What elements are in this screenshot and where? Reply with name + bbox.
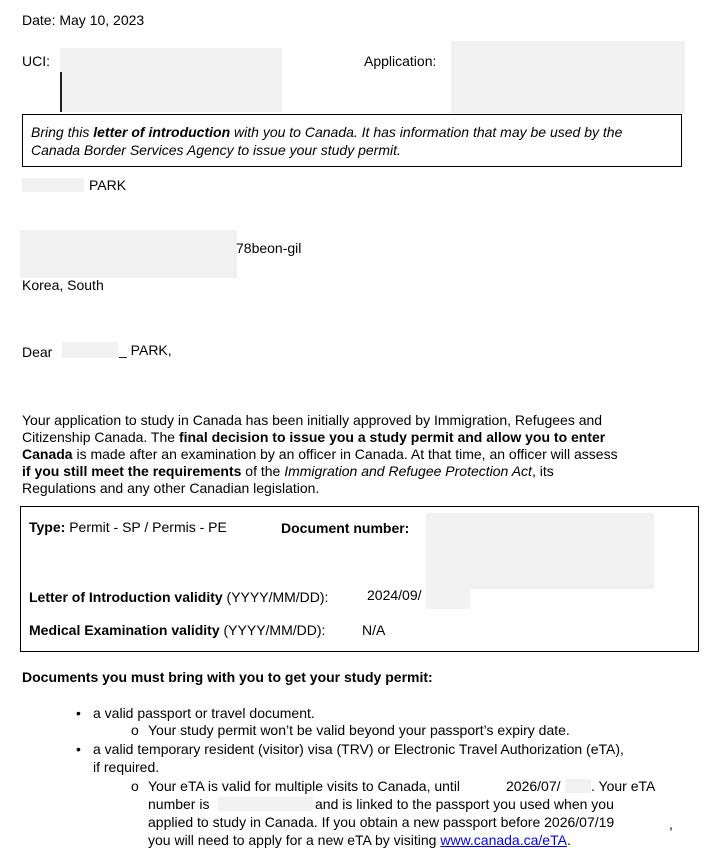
document-item-visa-line-2: if required. — [93, 759, 160, 775]
document-number-label: Document number: — [281, 520, 410, 536]
eta-apply-text: you will need to apply for a new eTA by visiting www.canada.ca/eTA. — [148, 832, 571, 848]
eta-comma: , — [669, 816, 673, 832]
eta-validity-text: Your eTA is valid for multiple visits to Canada, until — [148, 778, 461, 794]
redacted-salutation-name — [62, 342, 118, 358]
redacted-document-number — [426, 513, 654, 589]
notice-line-2: Canada Border Services Agency to issue your study permit. — [31, 142, 401, 158]
body-line-5: Regulations and any other Canadian legislation. — [22, 480, 320, 496]
uci-field-edge — [60, 72, 62, 112]
redacted-eta-day — [565, 779, 591, 793]
address-country: Korea, South — [22, 277, 104, 293]
redacted-loi-day — [426, 585, 470, 609]
redacted-uci — [60, 48, 282, 112]
document-item-passport: a valid passport or travel document. — [93, 705, 315, 721]
notice-line-1: Bring this letter of introduction with you to Canada. It has information that may be used by the — [31, 124, 623, 140]
letter-date: Date: May 10, 2023 — [22, 12, 145, 28]
permit-details-box — [20, 506, 699, 652]
loi-validity: Letter of Introduction validity (YYYY/MM/DD): — [29, 589, 329, 605]
redacted-street-address — [20, 230, 237, 278]
canada-eta-link[interactable]: www.canada.ca/eTA — [440, 832, 567, 848]
address-street: 78beon-gil — [236, 240, 302, 256]
loi-validity-value: 2024/09/ — [367, 587, 422, 603]
document-subitem-passport-expiry: Your study permit won’t be valid beyond your passport’s expiry date. — [148, 722, 570, 738]
redacted-application-number — [451, 41, 685, 113]
body-line-4: if you still meet the requirements of the Immigration and Refugee Protection Act, its — [22, 463, 554, 479]
eta-expiry-date: 2026/07/ — [506, 778, 561, 794]
eta-new-passport-text: applied to study in Canada. If you obtain a new passport before 2026/07/19 — [148, 814, 615, 830]
eta-number-label: number is — [148, 796, 210, 812]
recipient-name: PARK — [89, 177, 127, 193]
documents-heading: Documents you must bring with you to get your study permit: — [22, 669, 433, 685]
document-item-visa-line-1: a valid temporary resident (visitor) visa (TRV) or Electronic Travel Authorization (eTA), — [93, 741, 624, 757]
body-line-1: Your application to study in Canada has been initially approved by Immigration, Refugees and — [22, 412, 603, 428]
sub-bullet-icon: o — [131, 722, 139, 738]
medical-validity-value: N/A — [362, 622, 386, 638]
eta-label-tail: . Your eTA — [591, 778, 656, 794]
redacted-first-name — [22, 178, 84, 192]
body-line-3: Canada is made after an examination by an officer in Canada. At that time, an officer will assess — [22, 446, 618, 462]
permit-type: Type: Permit - SP / Permis - PE — [29, 519, 227, 535]
salutation-name: _ PARK, — [119, 342, 172, 358]
salutation-dear: Dear — [22, 344, 53, 360]
body-line-2: Citizenship Canada. The final decision to issue you a study permit and allow you to enter — [22, 429, 606, 445]
uci-label: UCI: — [22, 53, 50, 69]
bullet-icon: • — [76, 741, 81, 757]
bullet-icon: • — [76, 705, 81, 721]
introduction-notice-box — [22, 114, 682, 167]
redacted-eta-number — [218, 797, 313, 811]
sub-bullet-icon: o — [131, 778, 139, 794]
application-label: Application: — [364, 53, 437, 69]
medical-validity: Medical Examination validity (YYYY/MM/DD): — [29, 622, 326, 638]
eta-passport-link-text: and is linked to the passport you used when you — [315, 796, 614, 812]
